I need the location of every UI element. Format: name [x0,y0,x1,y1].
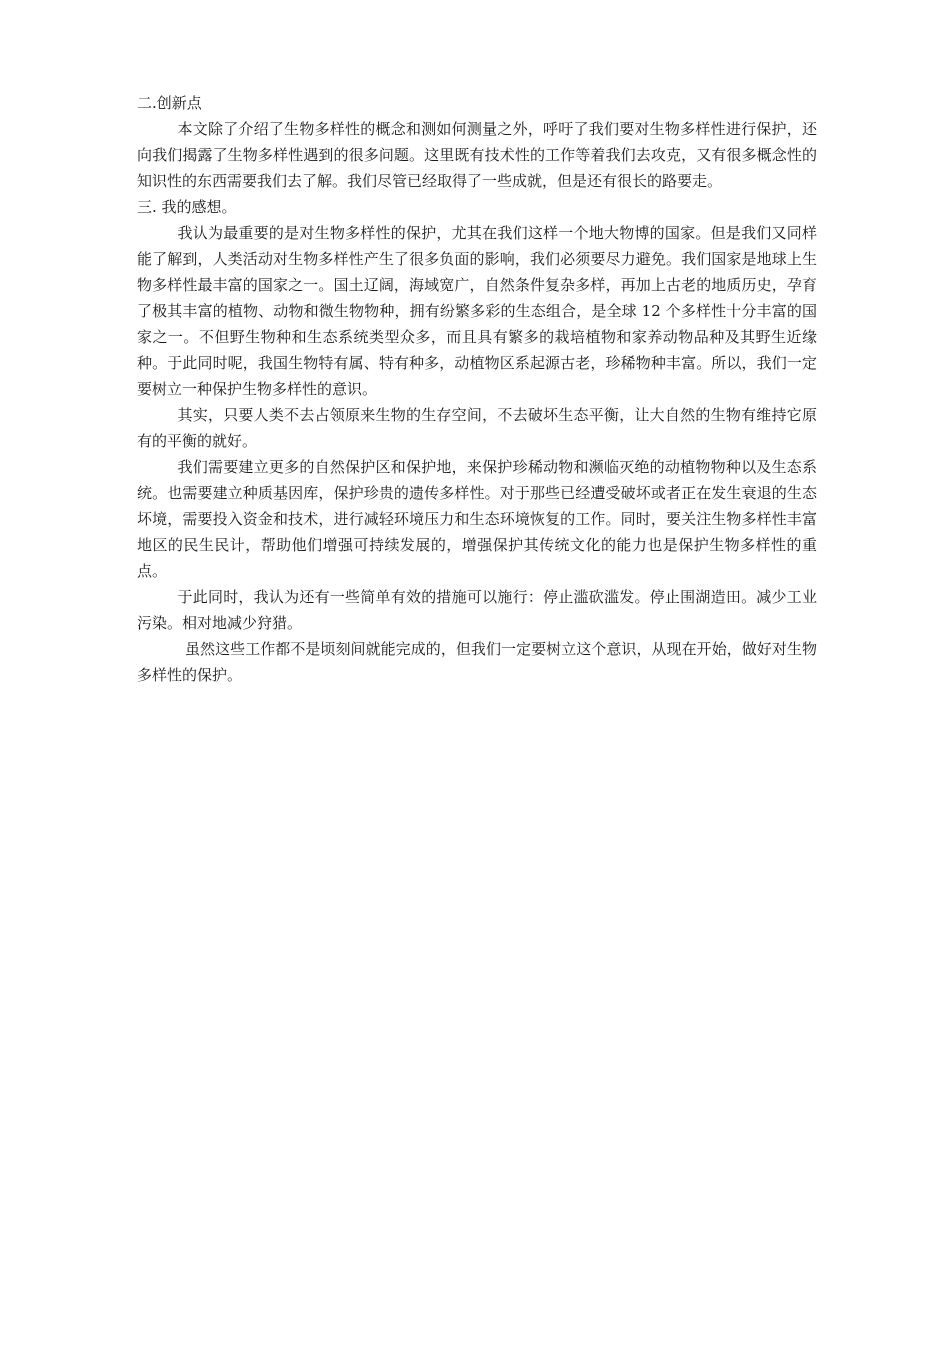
paragraph-conclusion: 虽然这些工作都不是顷刻间就能完成的，但我们一定要树立这个意识，从现在开始，做好对生物多样性的保护。 [137,640,817,684]
section-heading-innovation: 二.创新点 [137,94,202,112]
paragraph-balance: 其实，只要人类不去占领原来生物的生存空间，不去破坏生态平衡，让大自然的生物有维持它原有的平衡的就好。 [137,406,817,450]
paragraph-importance: 我认为最重要的是对生物多样性的保护，尤其在我们这样一个地大物博的国家。但是我们又同样能了解到，人类活动对生物多样性产生了很多负面的影响，我们必须要尽力避免。我们国家是地球上生物多样性最丰富的国家之一。国土辽阔，海域宽广，自然条件复杂多样，再加上古老的地质历史，孕育了极其丰富的植物、动物和微生物物种，拥有纷繁多彩的生态组合，是全球 12 个多样性十分丰富的国家之一。不但野生物种和生态系统类型众多，而且具有繁多的栽培植物和家养动物品种及其野生近缘种。于此同时呢，我国生物特有属、特有种多，动植物区系起源古老，珍稀物种丰富。所以，我们一定要树立一种保护生物多样性的意识。 [137,224,817,398]
paragraph-protected-areas: 我们需要建立更多的自然保护区和保护地，来保护珍稀动物和濒临灭绝的动植物物种以及生态系统。也需要建立种质基因库，保护珍贵的遗传多样性。对于那些已经遭受破坏或者正在发生衰退的生态坏境，需要投入资金和技术，进行减轻环境压力和生态环境恢复的工作。同时，要关注生物多样性丰富地区的民生民计，帮助他们增强可持续发展的，增强保护其传统文化的能力也是保护生物多样性的重点。 [137,458,817,580]
paragraph-measures: 于此同时，我认为还有一些简单有效的措施可以施行：停止滥砍滥发。停止围湖造田。减少工业污染。相对地减少狩猎。 [137,588,817,632]
paragraph-innovation: 本文除了介绍了生物多样性的概念和测如何测量之外，呼吁了我们要对生物多样性进行保护，还向我们揭露了生物多样性遇到的很多问题。这里既有技术性的工作等着我们去攻克，又有很多概念性的知识性的东西需要我们去了解。我们尽管已经取得了一些成就，但是还有很长的路要走。 [137,120,817,190]
document-body [137,90,817,688]
section-heading-reflections: 三. 我的感想。 [137,198,237,216]
